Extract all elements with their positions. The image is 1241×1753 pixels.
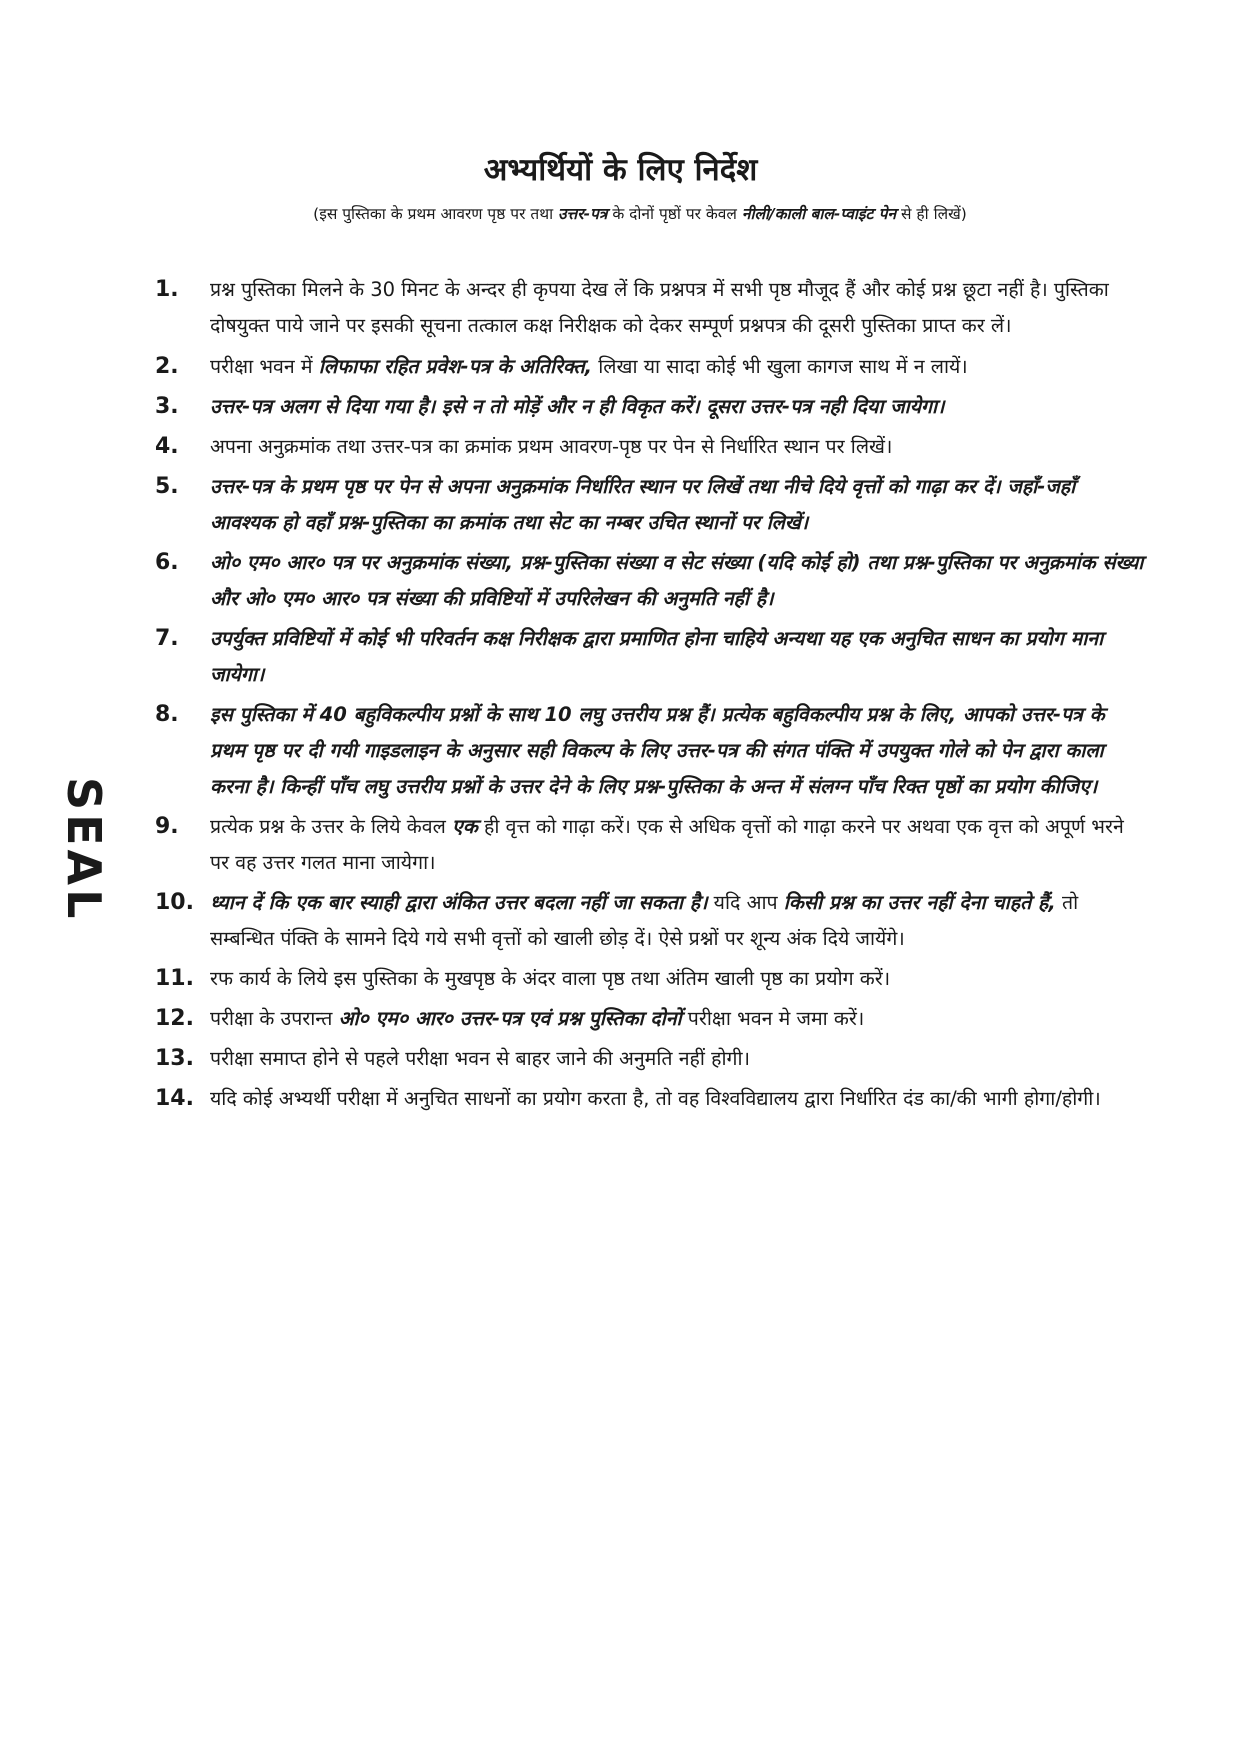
instruction-item-10: [155, 885, 1145, 957]
item-number: 8.: [155, 702, 179, 727]
instruction-item-14: [155, 1081, 1145, 1117]
item-text-part: परीक्षा भवन में: [210, 355, 319, 378]
item-text: परीक्षा समाप्त होने से पहले परीक्षा भवन से बाहर जाने की अनुमति नहीं होगी।: [210, 1047, 750, 1070]
item-text: यदि कोई अभ्यर्थी परीक्षा में अनुचित साधनों का प्रयोग करता है, तो वह विश्वविद्यालय द्वारा निर्धारित दंड का/की भागी होगा/होगी।: [210, 1087, 1101, 1110]
item-text-bold: किसी प्रश्न का उत्तर नहीं देना चाहते हैं,: [783, 891, 1056, 914]
item-number: 13.: [155, 1046, 194, 1071]
instruction-item-9: [155, 809, 1145, 881]
instruction-note: [140, 202, 1140, 224]
item-number: 4.: [155, 434, 179, 459]
note-text: के दोनों पृष्ठों पर केवल: [607, 205, 742, 223]
item-text-part: ही वृत्त को गाढ़ा करें। एक से अधिक वृत्तों को गाढ़ा करने पर अथवा एक वृत्त को अपूर्ण भरने पर वह उत्तर गलत माना जायेगा।: [210, 815, 1124, 874]
item-text: उत्तर-पत्र के प्रथम पृष्ठ पर पेन से अपना अनुक्रमांक निर्धारित स्थान पर लिखें तथा नीचे दिये वृत्तों को गाढ़ा कर दें। जहाँ-जहाँ आवश्यक हो वहाँ प्रश्न-पुस्तिका का क्रमांक तथा सेट का नम्बर उचित स्थानों पर लिखें।: [210, 475, 1076, 534]
item-text: ओ० एम० आर० पत्र पर अनुक्रमांक संख्या, प्रश्न-पुस्तिका संख्या व सेट संख्या (यदि कोई हो) तथा प्रश्न-पुस्तिका पर अनुक्रमांक संख्या और ओ० एम० आर० पत्र संख्या की प्रविष्टियों में उपरिलेखन की अनुमति नहीं है।: [210, 551, 1144, 610]
item-text: रफ कार्य के लिये इस पुस्तिका के मुखपृष्ठ के अंदर वाला पृष्ठ तथा अंतिम खाली पृष्ठ का प्रयोग करें।: [210, 967, 891, 990]
item-text-part: लिखा या सादा कोई भी खुला कागज साथ में न लायें।: [592, 355, 968, 378]
item-text: इस पुस्तिका में 40 बहुविकल्पीय प्रश्नों के साथ 10 लघु उत्तरीय प्रश्न हैं। प्रत्येक बहुविकल्पीय प्रश्न के लिए, आपको उत्तर-पत्र के प्रथम पृष्ठ पर दी गयी गाइडलाइन के अनुसार सही विकल्प के लिए उत्तर-पत्र की संगत पंक्ति में उपयुक्त गोले को पेन द्वारा काला करना है। किन्हीं पाँच लघु उत्तरीय प्रश्नों के उत्तर देने के लिए प्रश्न-पुस्तिका के अन्त में संलग्न पाँच रिक्त पृष्ठों का प्रयोग कीजिए।: [210, 703, 1105, 798]
instruction-item-6: [155, 545, 1145, 617]
instruction-item-13: [155, 1041, 1145, 1077]
item-number: 9.: [155, 814, 179, 839]
item-text: उत्तर-पत्र अलग से दिया गया है। इसे न तो मोड़ें और न ही विकृत करें। दूसरा उत्तर-पत्र नही दिया जायेगा।: [210, 395, 945, 418]
item-text-bold: ध्यान दें कि एक बार स्याही द्वारा अंकित उत्तर बदला नहीं जा सकता है।: [210, 891, 708, 914]
item-number: 6.: [155, 550, 179, 575]
item-text: [210, 885, 1145, 957]
item-text: [210, 1001, 1145, 1037]
item-number: 7.: [155, 626, 179, 651]
item-text-part: परीक्षा के उपरान्त: [210, 1007, 339, 1030]
item-number: 14.: [155, 1086, 194, 1111]
item-text-part: यदि आप: [707, 891, 784, 914]
item-number: 10.: [155, 890, 194, 915]
item-number: 5.: [155, 474, 179, 499]
item-text: प्रश्न पुस्तिका मिलने के 30 मिनट के अन्दर ही कृपया देख लें कि प्रश्नपत्र में सभी पृष्ठ मौजूद हैं और कोई प्रश्न छूटा नहीं है। पुस्तिका दोषयुक्त पाये जाने पर इसकी सूचना तत्काल कक्ष निरीक्षक को देकर सम्पूर्ण प्रश्नपत्र की दूसरी पुस्तिका प्राप्त कर लें।: [210, 278, 1109, 337]
instruction-item-11: [155, 961, 1145, 997]
item-number: 12.: [155, 1006, 194, 1031]
instruction-item-2: [155, 349, 1145, 385]
instruction-list: [155, 272, 1145, 1117]
instruction-item-8: [155, 697, 1145, 805]
item-text: उपर्युक्त प्रविष्टियों में कोई भी परिवर्तन कक्ष निरीक्षक द्वारा प्रमाणित होना चाहिये अन्यथा यह एक अनुचित साधन का प्रयोग माना जायेगा।: [210, 627, 1104, 686]
item-text-part: तो सम्बन्धित पंक्ति के सामने दिये गये सभी वृत्तों को खाली छोड़ दें। ऐसे प्रश्नों पर शून्य अंक दिये जायेंगे।: [210, 891, 1079, 950]
item-text-bold: एक: [452, 815, 478, 838]
item-text-bold: ओ० एम० आर० उत्तर-पत्र एवं प्रश्न पुस्तिका दोनों: [338, 1007, 682, 1030]
item-number: 3.: [155, 394, 179, 419]
instruction-item-4: [155, 429, 1145, 465]
instruction-item-3: [155, 389, 1145, 425]
instruction-item-12: [155, 1001, 1145, 1037]
item-text: [210, 809, 1145, 881]
instruction-item-7: [155, 621, 1145, 693]
item-text: अपना अनुक्रमांक तथा उत्तर-पत्र का क्रमांक प्रथम आवरण-पृष्ठ पर पेन से निर्धारित स्थान पर लिखें।: [210, 435, 893, 458]
note-bold-answer-sheet: उत्तर-पत्र: [558, 205, 608, 223]
note-bold-pen: नीली/काली बाल-प्वाइंट पेन: [741, 205, 897, 223]
item-text: [210, 349, 1145, 385]
item-text-part: प्रत्येक प्रश्न के उत्तर के लिये केवल: [210, 815, 453, 838]
seal-stamp: SEAL: [57, 777, 111, 923]
note-text: से ही लिखें): [896, 205, 967, 223]
item-text-bold: लिफाफा रहित प्रवेश-पत्र के अतिरिक्त,: [318, 355, 593, 378]
instruction-item-5: [155, 469, 1145, 541]
item-number: 1.: [155, 277, 179, 302]
instruction-item-1: [155, 272, 1145, 344]
item-number: 11.: [155, 966, 194, 991]
page-title: अभ्यर्थियों के लिए निर्देश: [483, 152, 758, 188]
note-text: (इस पुस्तिका के प्रथम आवरण पृष्ठ पर तथा: [313, 205, 559, 223]
item-text-part: परीक्षा भवन मे जमा करें।: [681, 1007, 865, 1030]
item-number: 2.: [155, 354, 179, 379]
